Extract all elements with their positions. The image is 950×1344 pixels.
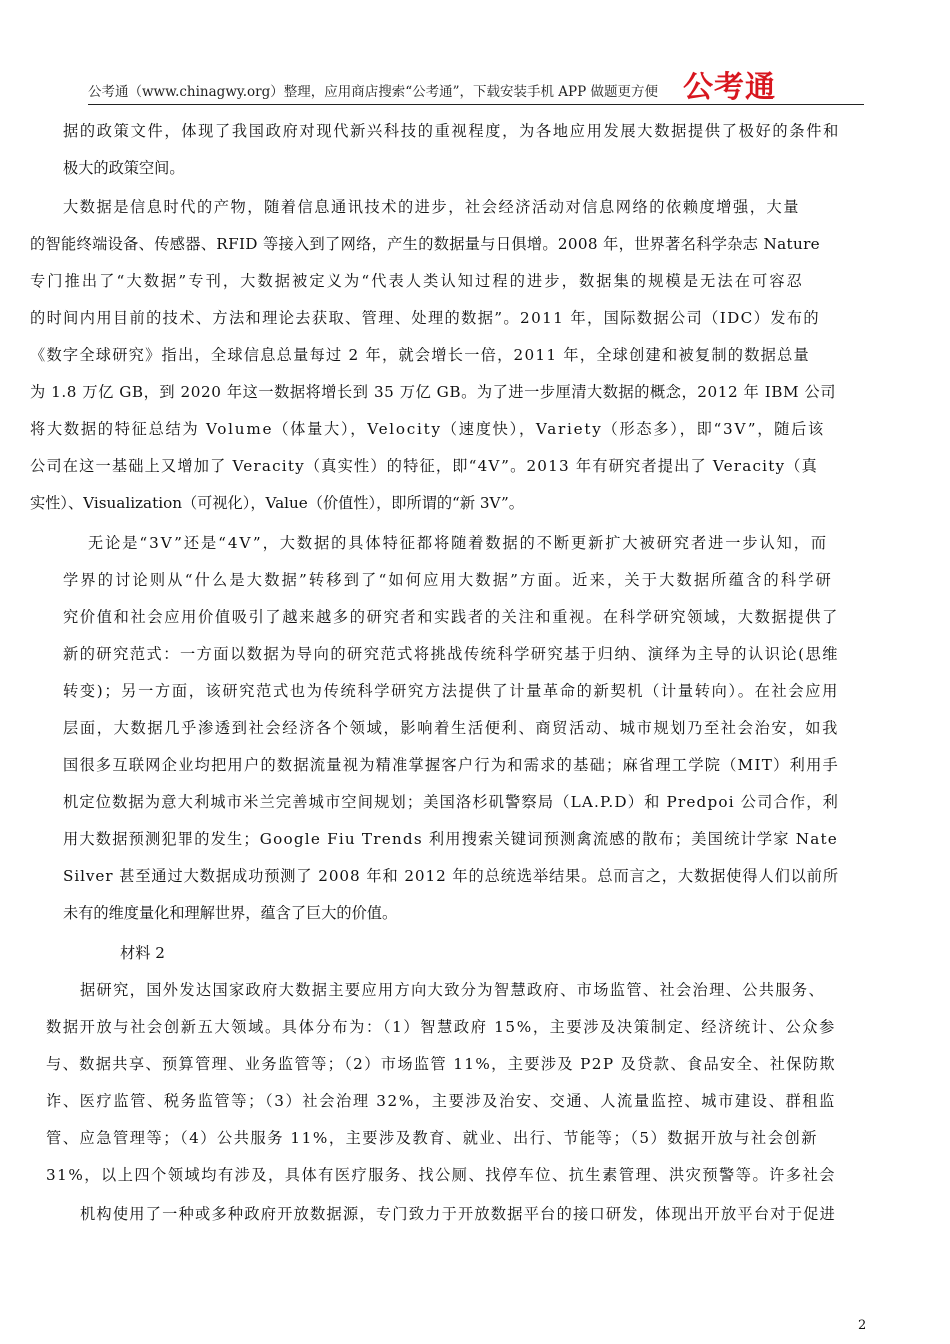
body-line: Silver 甚至通过大数据成功预测了 2008 年和 2012 年的总统选举结果。总而言之，大数据使得人们以前所 xyxy=(63,867,839,885)
body-line: 究价值和社会应用价值吸引了越来越多的研究者和实践者的关注和重视。在科学研究领域，大数据提供了 xyxy=(63,608,839,626)
body-line: 的智能终端设备、传感器、RFID 等接入到了网络，产生的数据量与日俱增。2008 年，世界著名科学杂志 Nature xyxy=(30,235,820,253)
body-line: 未有的维度量化和理解世界，蕴含了巨大的价值。 xyxy=(63,904,398,922)
body-line: 实性）、Visualization（可视化），Value（价值性），即所谓的“新 3V”。 xyxy=(30,494,524,512)
body-line: 用大数据预测犯罪的发生；Google Fiu Trends 利用搜索关键词预测禽流感的散布；美国统计学家 Nate xyxy=(63,830,838,848)
body-line: 数据开放与社会创新五大领域。具体分布为：（1）智慧政府 15%，主要涉及决策制定、经济统计、公众参 xyxy=(46,1018,836,1036)
body-line: 《数字全球研究》指出，全球信息总量每过 2 年，就会增长一倍，2011 年，全球创建和被复制的数据总量 xyxy=(30,346,810,364)
body-line: 大数据是信息时代的产物，随着信息通讯技术的进步，社会经济活动对信息网络的依赖度增强，大量 xyxy=(63,198,800,216)
body-line: 为 1.8 万亿 GB，到 2020 年这一数据将增长到 35 万亿 GB。为了进一步厘清大数据的概念，2012 年 IBM 公司 xyxy=(30,383,836,401)
body-line: 转变)；另一方面，该研究范式也为传统科学研究方法提供了计量革命的新契机（计量转向）。在社会应用 xyxy=(63,682,839,700)
body-line: 据的政策文件，体现了我国政府对现代新兴科技的重视程度，为各地应用发展大数据提供了极好的条件和 xyxy=(63,122,840,140)
body-line: 将大数据的特征总结为 Volume（体量大），Velocity（速度快），Variety（形态多），即“3V”，随后该 xyxy=(30,420,825,438)
page-number: 2 xyxy=(858,1318,867,1333)
section-title: 材料 2 xyxy=(120,944,165,962)
body-line: 诈、医疗监管、税务监管等；（3）社会治理 32%，主要涉及治安、交通、人流量监控、城市建设、群租监 xyxy=(46,1092,836,1110)
body-line: 无论是“3V”还是“4V”，大数据的具体特征都将随着数据的不断更新扩大被研究者进一步认知，而 xyxy=(88,534,828,552)
body-line: 机构使用了一种或多种政府开放数据源，专门致力于开放数据平台的接口研发，体现出开放平台对于促进 xyxy=(80,1205,836,1223)
body-line: 机定位数据为意大利城市米兰完善城市空间规划；美国洛杉矶警察局（LA.P.D）和 Predpoi 公司合作，利 xyxy=(63,793,839,811)
body-line: 的时间内用目前的技术、方法和理论去获取、管理、处理的数据”。2011 年，国际数据公司（IDC）发布的 xyxy=(30,309,820,327)
body-line: 31%，以上四个领域均有涉及，具体有医疗服务、找公厕、找停车位、抗生素管理、洪灾预警等。许多社会 xyxy=(46,1166,836,1184)
brand-logo: 公考通 xyxy=(683,70,776,105)
body-line: 与、数据共享、预算管理、业务监管等；（2）市场监管 11%，主要涉及 P2P 及贷款、食品安全、社保防欺 xyxy=(46,1055,836,1073)
body-line: 国很多互联网企业均把用户的数据流量视为精准掌握客户行为和需求的基础；麻省理工学院（MIT）利用手 xyxy=(63,756,839,774)
header-text: 公考通（www.chinagwy.org）整理，应用商店搜索“公考通”，下载安装手机 APP 做题更方便 xyxy=(88,84,659,100)
body-line: 层面，大数据几乎渗透到社会经济各个领域，影响着生活便利、商贸活动、城市规划乃至社会治安，如我 xyxy=(63,719,839,737)
body-line: 据研究，国外发达国家政府大数据主要应用方向大致分为智慧政府、市场监管、社会治理、公共服务、 xyxy=(80,981,825,999)
body-line: 学界的讨论则从“什么是大数据”转移到了“如何应用大数据”方面。近来，关于大数据所蕴含的科学研 xyxy=(63,571,833,589)
body-line: 新的研究范式：一方面以数据为导向的研究范式将挑战传统科学研究基于归纳、演绎为主导的认识论(思维 xyxy=(63,645,839,663)
page-header xyxy=(88,62,864,105)
body-line: 专门推出了“大数据”专刊，大数据被定义为“代表人类认知过程的进步，数据集的规模是无法在可容忍 xyxy=(30,272,804,290)
body-line: 公司在这一基础上又增加了 Veracity（真实性）的特征，即“4V”。2013 年有研究者提出了 Veracity（真 xyxy=(30,457,818,475)
body-line: 极大的政策空间。 xyxy=(63,159,185,177)
body-line: 管、应急管理等；（4）公共服务 11%，主要涉及教育、就业、出行、节能等；（5）数据开放与社会创新 xyxy=(46,1129,818,1147)
